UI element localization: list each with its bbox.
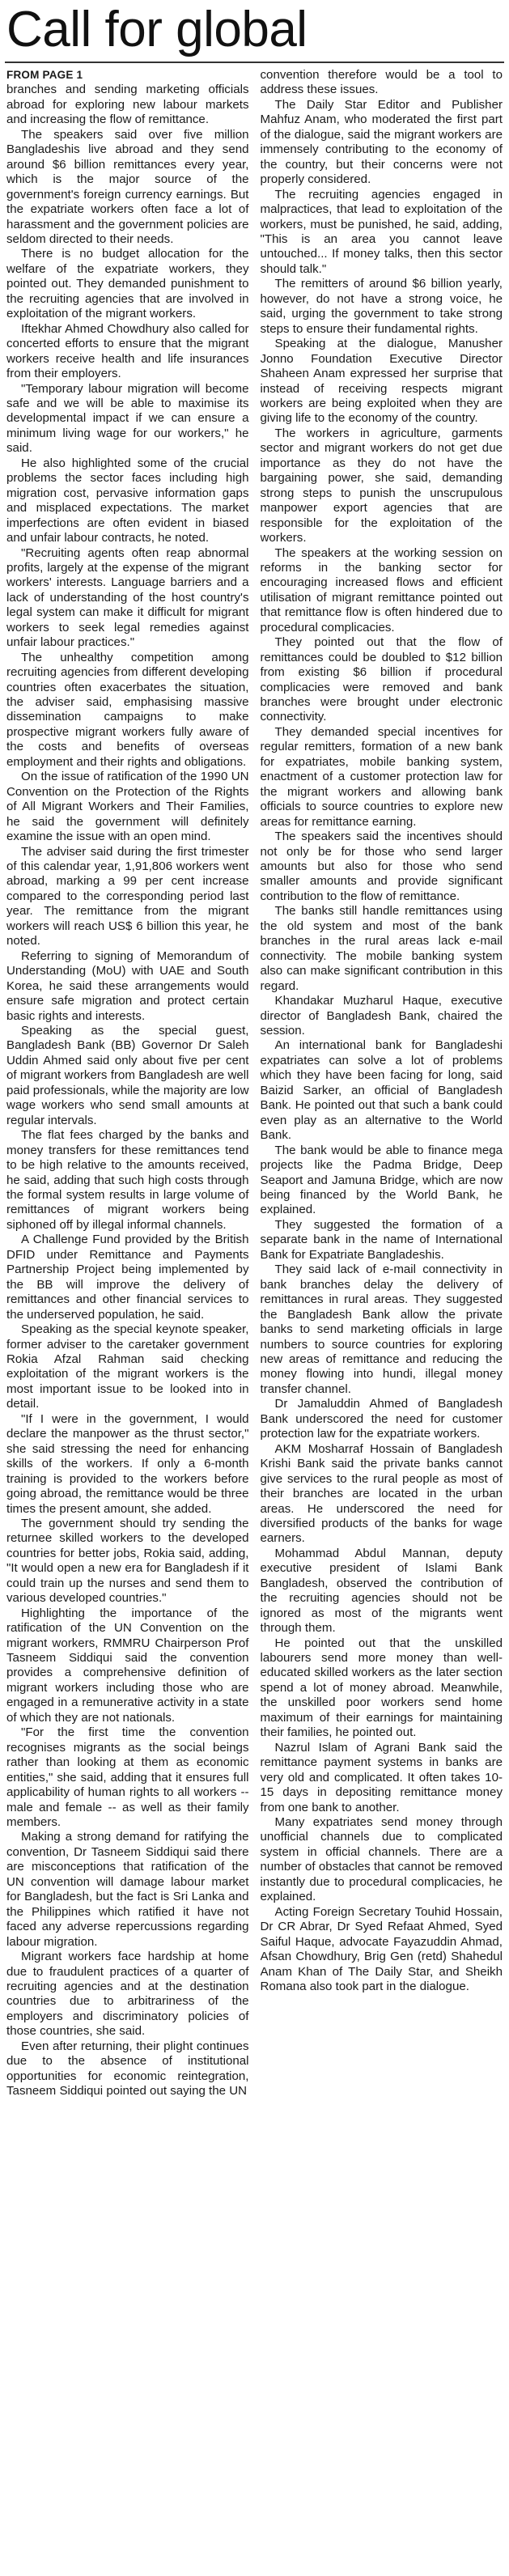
paragraph: The speakers at the working session on reforms in the banking sector for encouraging increased flows and efficient utilisation of migrant remittance pointed out that remittance flow is often hindered due to procedural complicacies. (260, 545, 503, 634)
paragraph: Speaking at the dialogue, Manusher Jonno Foundation Executive Director Shaheen Anam expressed her surprise that instead of receiving respects migrant workers are being exploited when they are giving life to the economy of the country. (260, 337, 503, 426)
paragraph: He pointed out that the unskilled labourers send more money than well-educated skilled workers as the later section spend a lot of money abroad. Meanwhile, the unskilled poor workers send home maximum of their earnings for maintaining their families, he pointed out. (260, 1636, 503, 1740)
paragraph: Making a strong demand for ratifying the convention, Dr Tasneem Siddiqui said there are misconceptions that ratification of the UN convention will damage labour market for Bangladesh, but the fact is Sri Lanka and the Philippines which ratified it have not faced any adverse repercussions regarding labour migration. (6, 1830, 249, 1949)
paragraph: The recruiting agencies engaged in malpractices, that lead to exploitation of the workers, must be punished, he said, adding, "This is an area you cannot leave untouched... If money talks, then this sector should talk." (260, 187, 503, 276)
paragraph: They pointed out that the flow of remittances could be doubled to $12 billion from existing $6 billion if procedural complicacies were removed and bank branches were brought under electronic connectivity. (260, 635, 503, 724)
paragraph: An international bank for Bangladeshi expatriates can solve a lot of problems which they have been facing for long, said Baizid Sarker, an official of Bangladesh Bank. He pointed out that such a bank could even play as an alternative to the World Bank. (260, 1038, 503, 1143)
paragraph: On the issue of ratification of the 1990 UN Convention on the Protection of the Rights of All Migrant Workers and Their Families, he said the government will definitely examine the issue with an open mind. (6, 770, 249, 844)
paragraph: convention therefore would be a tool to address these issues. (260, 68, 503, 97)
paragraph: Acting Foreign Secretary Touhid Hossain, Dr CR Abrar, Dr Syed Refaat Ahmed, Syed Saiful Haque, advocate Fayazuddin Ahmad, Afsan Chowdhury, Brig Gen (retd) Shahedul Anam Khan of The Daily Star, and Sheikh Romana also took part in the dialogue. (260, 1904, 503, 1993)
paragraph: The government should try sending the returnee skilled workers to the developed countries for better jobs, Rokia said, adding, "It would open a new era for Bangladesh if it could train up the nurses and send them to various developed countries." (6, 1516, 249, 1606)
paragraph: The Daily Star Editor and Publisher Mahfuz Anam, who moderated the first part of the dialogue, said the migrant workers are immensely contributing to the economy of the country, but their concerns were not properly considered. (260, 97, 503, 187)
paragraph: The workers in agriculture, garments sector and migrant workers do not get due importance as they do not have the bargaining power, she said, demanding strong steps to punish the unscrupulous manpower export agencies that are responsible for the exploitation of the workers. (260, 426, 503, 545)
paragraph: Khandakar Muzharul Haque, executive director of Bangladesh Bank, chaired the session. (260, 994, 503, 1038)
paragraph: AKM Mosharraf Hossain of Bangladesh Krishi Bank said the private banks cannot give services to the rural people as most of their branches are located in the urban areas. He underscored the need for diversified products of the banks for wage earners. (260, 1441, 503, 1546)
paragraph: Iftekhar Ahmed Chowdhury also called for concerted efforts to ensure that the migrant workers receive health and life insurances from their employers. (6, 321, 249, 381)
paragraph: "For the first time the convention recognises migrants as the social beings rather than looking at them as economic entities," she said, adding that it ensures full applicability of human rights to all workers -- male and female -- as well as their family members. (6, 1725, 249, 1830)
paragraph: They demanded special incentives for regular remitters, formation of a new bank for expatriates, mobile banking system, enactment of a customer protection law for the migrant workers and allowing bank officials to source countries to explore new areas for remittance earning. (260, 724, 503, 829)
paragraph: The unhealthy competition among recruiting agencies from different developing countries often exacerbates the situation, the adviser said, emphasising massive dissemination campaigns to make prospective migrant workers fully aware of the costs and benefits of overseas employment and their rights and obligations. (6, 650, 249, 769)
lead-paragraph (6, 68, 249, 128)
headline-rule (5, 62, 504, 63)
paragraph: They said lack of e-mail connectivity in bank branches delay the delivery of remittances in rural areas. They suggested the Bangladesh Bank allow the private banks to send marketing officials in large numbers to source countries for exploring new areas of remittance and reducing the money flowing into hundi, illegal money transfer channel. (260, 1263, 503, 1396)
paragraph: Highlighting the importance of the ratification of the UN Convention on the migrant workers, RMMRU Chairperson Prof Tasneem Siddiqui said the convention provides a comprehensive definition of migrant workers including those who are engaged in a remunerative activity in a state of which they are not nationals. (6, 1606, 249, 1725)
paragraph: The banks still handle remittances using the old system and most of the bank branches in the rural areas lack e-mail connectivity. The mobile banking system also can make significant contribution in this regard. (260, 904, 503, 993)
column-right (261, 68, 503, 2573)
paragraph: Migrant workers face hardship at home due to fraudulent practices of a quarter of recruiting agencies and at the destination countries due to arbitrariness of the employers and discriminatory policies of those countries, she said. (6, 1950, 249, 2039)
paragraph: The adviser said during the first trimester of this calendar year, 1,91,806 workers went abroad, marking a 99 per cent increase compared to the corresponding period last year. The remittance from the migrant workers will reach US$ 6 billion this year, he noted. (6, 844, 249, 948)
paragraph: He also highlighted some of the crucial problems the sector faces including high migration cost, pervasive information gaps and misplaced expectations. The market imperfections are often evident in biased and unfair labour contracts, he noted. (6, 456, 249, 545)
headline: Call for global (6, 2, 308, 57)
paragraph: Nazrul Islam of Agrani Bank said the remittance payment systems in banks are very old and complicated. It often takes 10-15 days in depositing remittance money from one bank to another. (260, 1740, 503, 1814)
paragraph: A Challenge Fund provided by the British DFID under Remittance and Payments Partnership Project being implemented by the BB will improve the delivery of remittances and other financial services to the underserved population, he said. (6, 1233, 249, 1322)
paragraph: Mohammad Abdul Mannan, deputy executive president of Islami Bank Bangladesh, observed the contribution of the recruiting agencies should not be ignored as most of the migrants went through them. (260, 1546, 503, 1636)
paragraph: Even after returning, their plight continues due to the absence of institutional opportunities for economic reintegration, Tasneem Siddiqui pointed out saying the UN (6, 2039, 249, 2099)
paragraph: Many expatriates send money through unofficial channels due to complicated system in official channels. There are a number of obstacles that cannot be removed instantly due to procedural complicacies, he explained. (260, 1815, 503, 1904)
paragraph: "Recruiting agents often reap abnormal profits, largely at the expense of the migrant workers' interests. Language barriers and a lack of understanding of the host country's legal system can make it difficult for migrant workers to seek legal remedies against unfair labour practices." (6, 545, 249, 650)
paragraph: The speakers said the incentives should not only be for those who send larger amounts but also for those who send smaller amounts and provide significant contribution to the flow of remittance. (260, 830, 503, 903)
paragraph: Dr Jamaluddin Ahmed of Bangladesh Bank underscored the need for customer protection law for the expatriate workers. (260, 1397, 503, 1441)
paragraph: They suggested the formation of a separate bank in the name of International Bank for Expatriate Bangladeshis. (260, 1217, 503, 1262)
paragraph: The bank would be able to finance mega projects like the Padma Bridge, Deep Seaport and Jamuna Bridge, which are now being financed by the World Bank, he explained. (260, 1143, 503, 1217)
paragraph: Speaking as the special guest, Bangladesh Bank (BB) Governor Dr Saleh Uddin Ahmed said only about five per cent of migrant workers from Bangladesh are well paid professionals, while the majority are low wage workers who send small amounts at regular intervals. (6, 1024, 249, 1127)
paragraph: Speaking as the special keynote speaker, former adviser to the caretaker government Rokia Afzal Rahman said checking exploitation of the migrant workers is the most important issue to be looked into in detail. (6, 1322, 249, 1411)
paragraph: The remitters of around $6 billion yearly, however, do not have a strong voice, he said, urging the government to take strong steps to ensure their fundamental rights. (260, 277, 503, 336)
paragraph: The speakers said over five million Bangladeshis live abroad and they send around $6 billion remittances every year, which is the major source of the government's foreign currency earnings. But the expatriate workers often face a lot of harassment and the government policies are seldom directed to their needs. (6, 127, 249, 246)
jump-line: FROM PAGE 1 (6, 69, 83, 81)
paragraph: The flat fees charged by the banks and money transfers for these remittances tend to be high relative to the amounts received, he said, adding that such high costs through the formal system results in large volume of remittances of migrant workers being siphoned off by illegal informal channels. (6, 1128, 249, 1232)
paragraph-text: branches and sending marketing officials abroad for exploring new labour markets and increasing the flow of remittance. (6, 83, 249, 127)
paragraph: Referring to signing of Memorandum of Understanding (MoU) with UAE and South Korea, he said these arrangements would ensure safe migration and protect certain basic rights and interests. (6, 948, 249, 1023)
paragraph: There is no budget allocation for the welfare of the expatriate workers, they pointed out. They demanded punishment to the recruiting agencies that are involved in exploitation of the migrant workers. (6, 247, 249, 321)
paragraph: "If I were in the government, I would declare the manpower as the thrust sector," she said stressing the need for enhancing skills of the workers. If only a 6-month training is provided to the workers before going abroad, the remittance would be three times the present amount, she added. (6, 1411, 249, 1516)
paragraph: "Temporary labour migration will become safe and we will be able to maximise its developmental impact if we can ensure a minimum living wage for our workers," he said. (6, 381, 249, 456)
column-left (6, 68, 249, 2573)
article-body (6, 68, 503, 2573)
